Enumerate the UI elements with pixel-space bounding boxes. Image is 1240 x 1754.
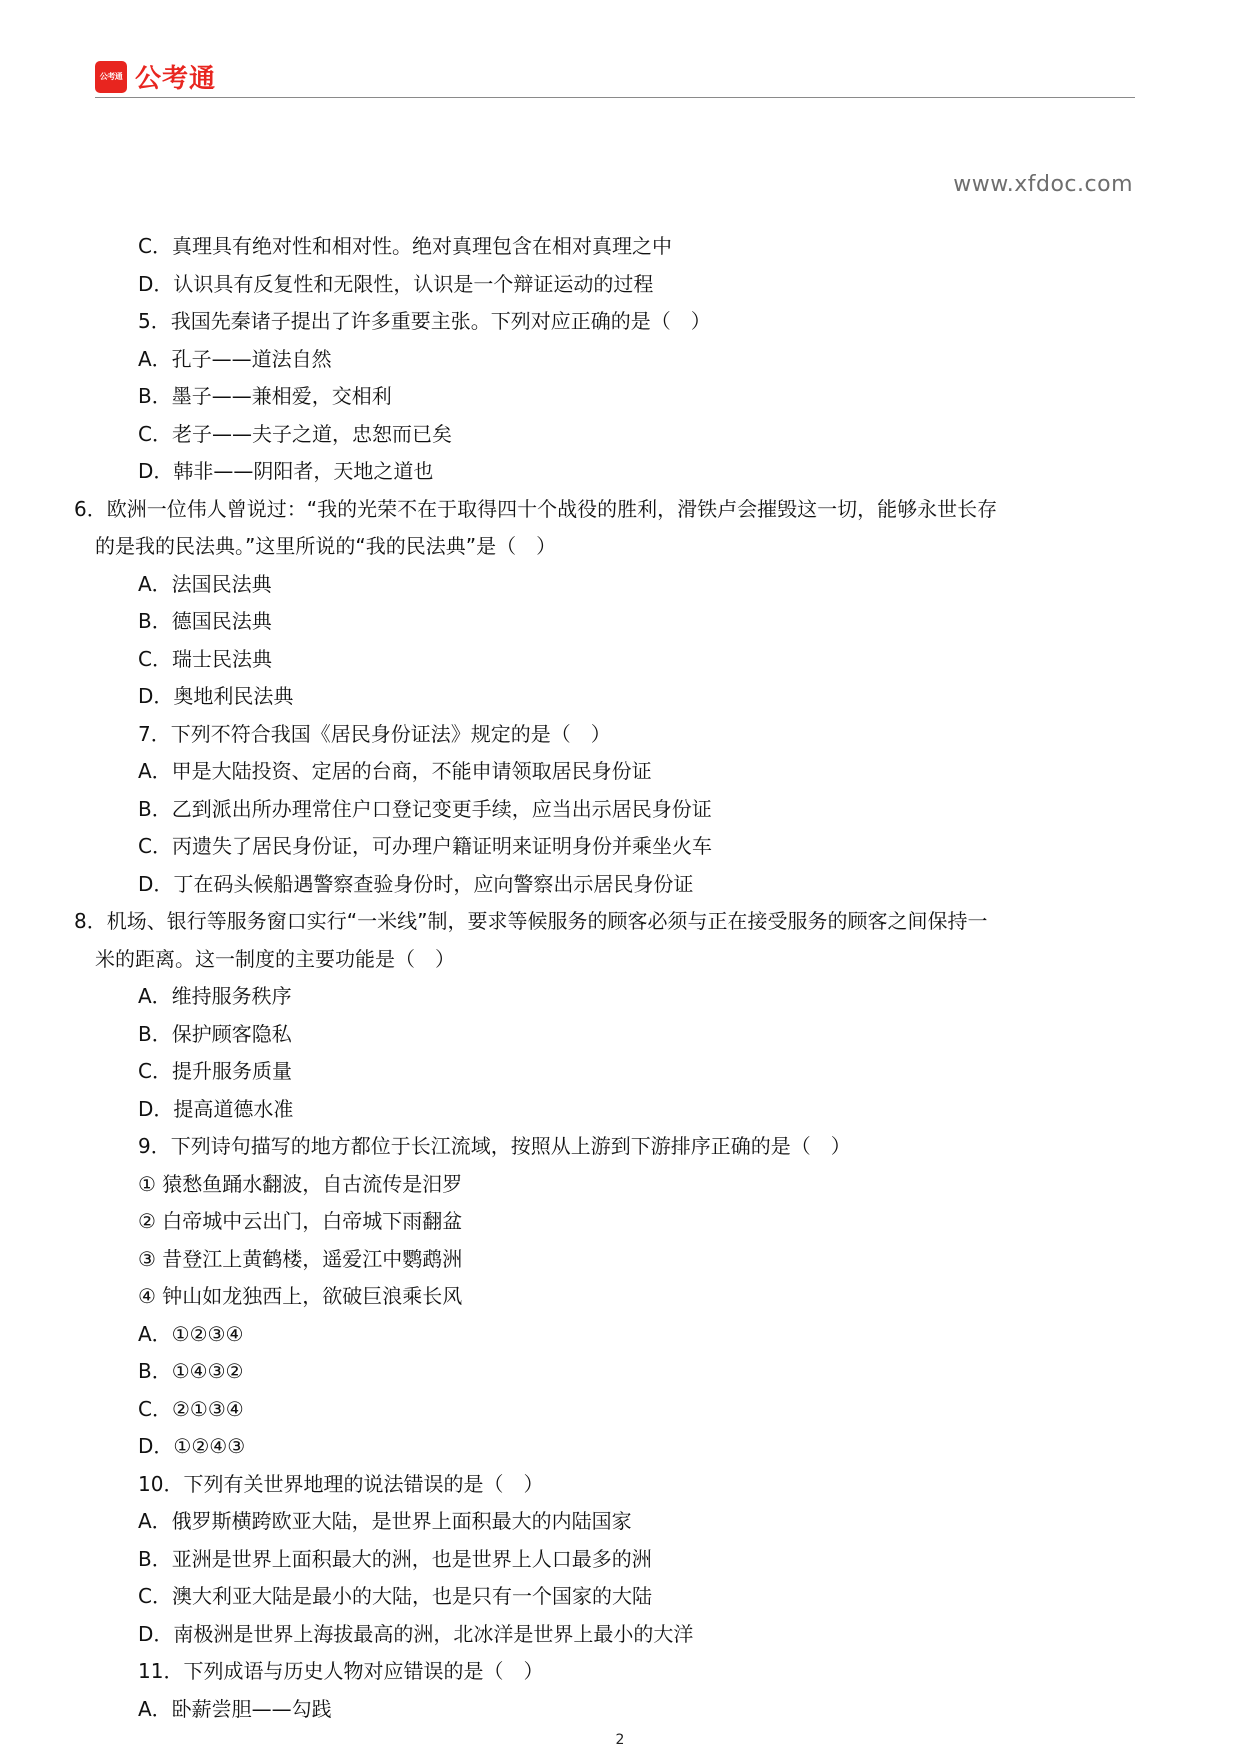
text-line: C．老子——夫子之道，忠恕而已矣 (138, 421, 452, 446)
text-line: 7．下列不符合我国《居民身份证法》规定的是（ ） (138, 721, 611, 746)
text-line: A．孔子——道法自然 (138, 346, 332, 371)
text-line: ② 白帝城中云出门，白帝城下雨翻盆 (138, 1209, 463, 1233)
text-line: ① 猿愁鱼踊水翻波，自古流传是汨罗 (138, 1171, 463, 1196)
header-divider (95, 97, 1135, 98)
text-line: C．澳大利亚大陆是最小的大陆，也是只有一个国家的大陆 (138, 1584, 652, 1608)
text-line: A．维持服务秩序 (138, 984, 292, 1008)
text-line: D．韩非——阴阳者，天地之道也 (138, 459, 434, 483)
text-line: 6．欧洲一位伟人曾说过：“我的光荣不在于取得四十个战役的胜利，滑铁卢会摧毁这一切，能够永世长存 (74, 496, 998, 521)
header-logo (95, 58, 216, 95)
text-line: C．提升服务质量 (138, 1059, 292, 1083)
text-line: 的是我的民法典。”这里所说的“我的民法典”是（ ） (95, 534, 557, 558)
text-line: 11．下列成语与历史人物对应错误的是（ ） (138, 1659, 544, 1683)
text-line: B．①④③② (138, 1359, 244, 1383)
text-line: A．①②③④ (138, 1321, 244, 1346)
text-line: D．奥地利民法典 (138, 684, 294, 708)
text-line: C．真理具有绝对性和相对性。绝对真理包含在相对真理之中 (138, 234, 672, 258)
text-line: C．瑞士民法典 (138, 646, 272, 671)
text-line: A．俄罗斯横跨欧亚大陆，是世界上面积最大的内陆国家 (138, 1509, 632, 1533)
page-number: 2 (615, 1732, 625, 1748)
document-body (0, 228, 1240, 1728)
text-line: A．甲是大陆投资、定居的台商，不能申请领取居民身份证 (138, 759, 652, 783)
text-line: 10．下列有关世界地理的说法错误的是（ ） (138, 1471, 544, 1496)
text-line: ③ 昔登江上黄鹤楼，遥爱江中鹦鹉洲 (138, 1246, 463, 1271)
text-line: A．法国民法典 (138, 571, 272, 596)
text-line: D．①②④③ (138, 1434, 246, 1458)
text-line: 8．机场、银行等服务窗口实行“一米线”制，要求等候服务的顾客必须与正在接受服务的顾客之间保持一 (74, 909, 988, 933)
text-line: D．丁在码头候船遇警察查验身份时，应向警察出示居民身份证 (138, 871, 694, 896)
text-line: 5．我国先秦诸子提出了许多重要主张。下列对应正确的是（ ） (138, 309, 711, 333)
text-line: C．②①③④ (138, 1396, 244, 1421)
text-line: B．德国民法典 (138, 609, 272, 633)
logo-text: 公考通 (135, 64, 217, 94)
text-line: B．墨子——兼相爱，交相利 (138, 384, 392, 408)
text-line: A．卧薪尝胆——勾践 (138, 1696, 332, 1721)
text-line: B．亚洲是世界上面积最大的洲，也是世界上人口最多的洲 (138, 1546, 652, 1571)
text-line: 9．下列诗句描写的地方都位于长江流域，按照从上游到下游排序正确的是（ ） (138, 1134, 851, 1158)
text-line: 米的距离。这一制度的主要功能是（ ） (95, 946, 455, 971)
watermark-url: www.xfdoc.com (953, 172, 1133, 197)
text-line: D．南极洲是世界上海拔最高的洲，北冰洋是世界上最小的大洋 (138, 1621, 694, 1646)
logo-icon: 公考通 (95, 61, 127, 93)
text-line: B．保护顾客隐私 (138, 1021, 292, 1046)
text-line: C．丙遗失了居民身份证，可办理户籍证明来证明身份并乘坐火车 (138, 834, 712, 858)
text-line: ④ 钟山如龙独西上，欲破巨浪乘长风 (138, 1284, 463, 1308)
text-line: D．提高道德水准 (138, 1096, 294, 1121)
text-line: B．乙到派出所办理常住户口登记变更手续，应当出示居民身份证 (138, 796, 712, 821)
text-line: D．认识具有反复性和无限性，认识是一个辩证运动的过程 (138, 271, 654, 296)
